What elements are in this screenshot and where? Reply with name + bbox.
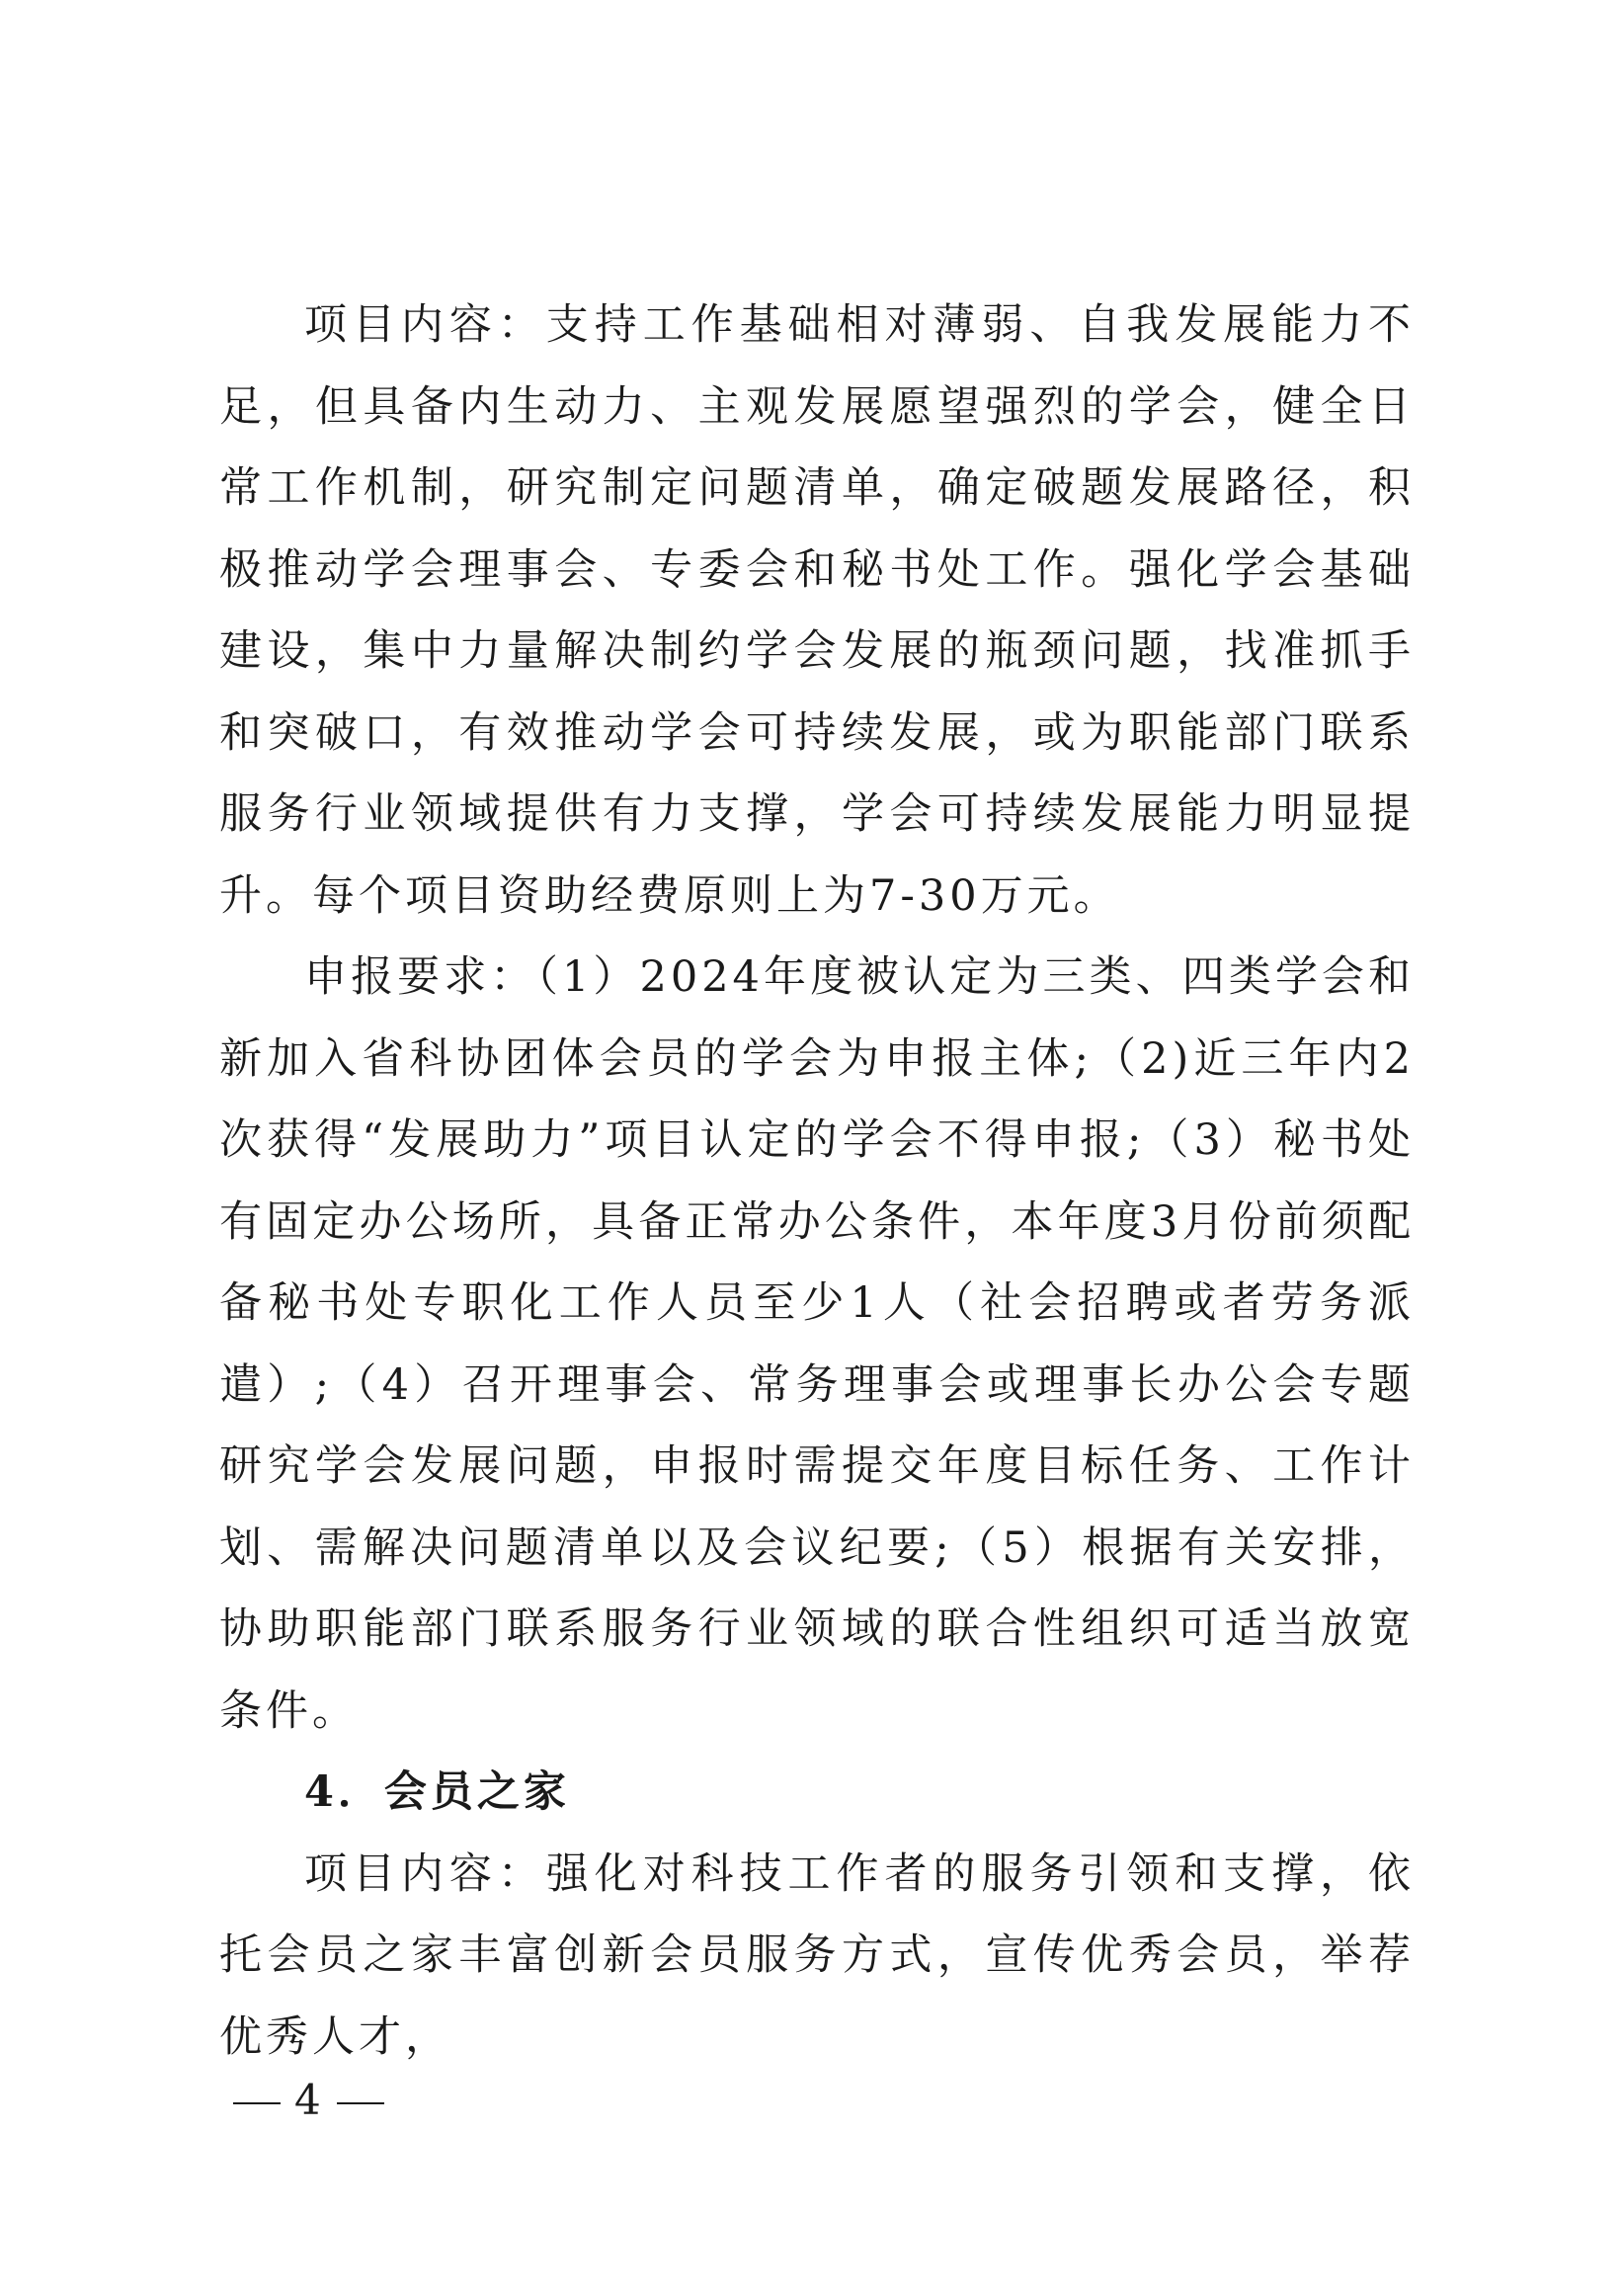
page-footer (219, 2071, 398, 2130)
page-number: 4 (294, 2076, 323, 2124)
project-content-label: 项目内容： (304, 300, 546, 350)
application-requirements-text: （1）2024年度被认定为三类、四类学会和新加入省科协团体会员的学会为申报主体;（2)近三年内2次获得“发展助力”项目认定的学会不得申报;（3）秘书处有固定办公场所，具备正常办公条件，本年度3月份前须配备秘书处专职化工作人员至少1人（社会招聘或者劳务派遣）;（4）召开理事会、常务理事会或理事长办公会专题研究学会发展问题，申报时需提交年度目标任务、工作计划、需解决问题清单以及会议纪要;（5）根据有关安排，协助职能部门联系服务行业领域的联合性组织可适当放宽条件。 (219, 952, 1415, 1736)
application-requirements-label: 申报要求： (304, 952, 537, 1002)
project-content-paragraph (219, 285, 1415, 937)
application-requirements-paragraph (219, 937, 1415, 1752)
section-heading-member-home: 4．会员之家 (304, 1767, 570, 1817)
footer-dash-right (337, 2102, 384, 2104)
member-home-content-text: 强化对科技工作者的服务引领和支撑，依托会员之家丰富创新会员服务方式，宣传优秀会员，举荐优秀人才， (219, 1848, 1416, 2062)
member-home-content-label: 项目内容： (304, 1848, 546, 1899)
document-body (219, 285, 1415, 2078)
project-content-text: 支持工作基础相对薄弱、自我发展能力不足，但具备内生动力、主观发展愿望强烈的学会，健全日常工作机制，研究制定问题清单，确定破题发展路径，积极推动学会理事会、专委会和秘书处工作。强化学会基础建设，集中力量解决制约学会发展的瓶颈问题，找准抓手和突破口，有效推动学会可持续发展，或为职能部门联系服务行业领域提供有力支撑，学会可持续发展能力明显提升。每个项目资助经费原则上为7-30万元。 (219, 300, 1416, 921)
member-home-content-paragraph (219, 1834, 1415, 2079)
footer-dash-left (233, 2102, 281, 2104)
